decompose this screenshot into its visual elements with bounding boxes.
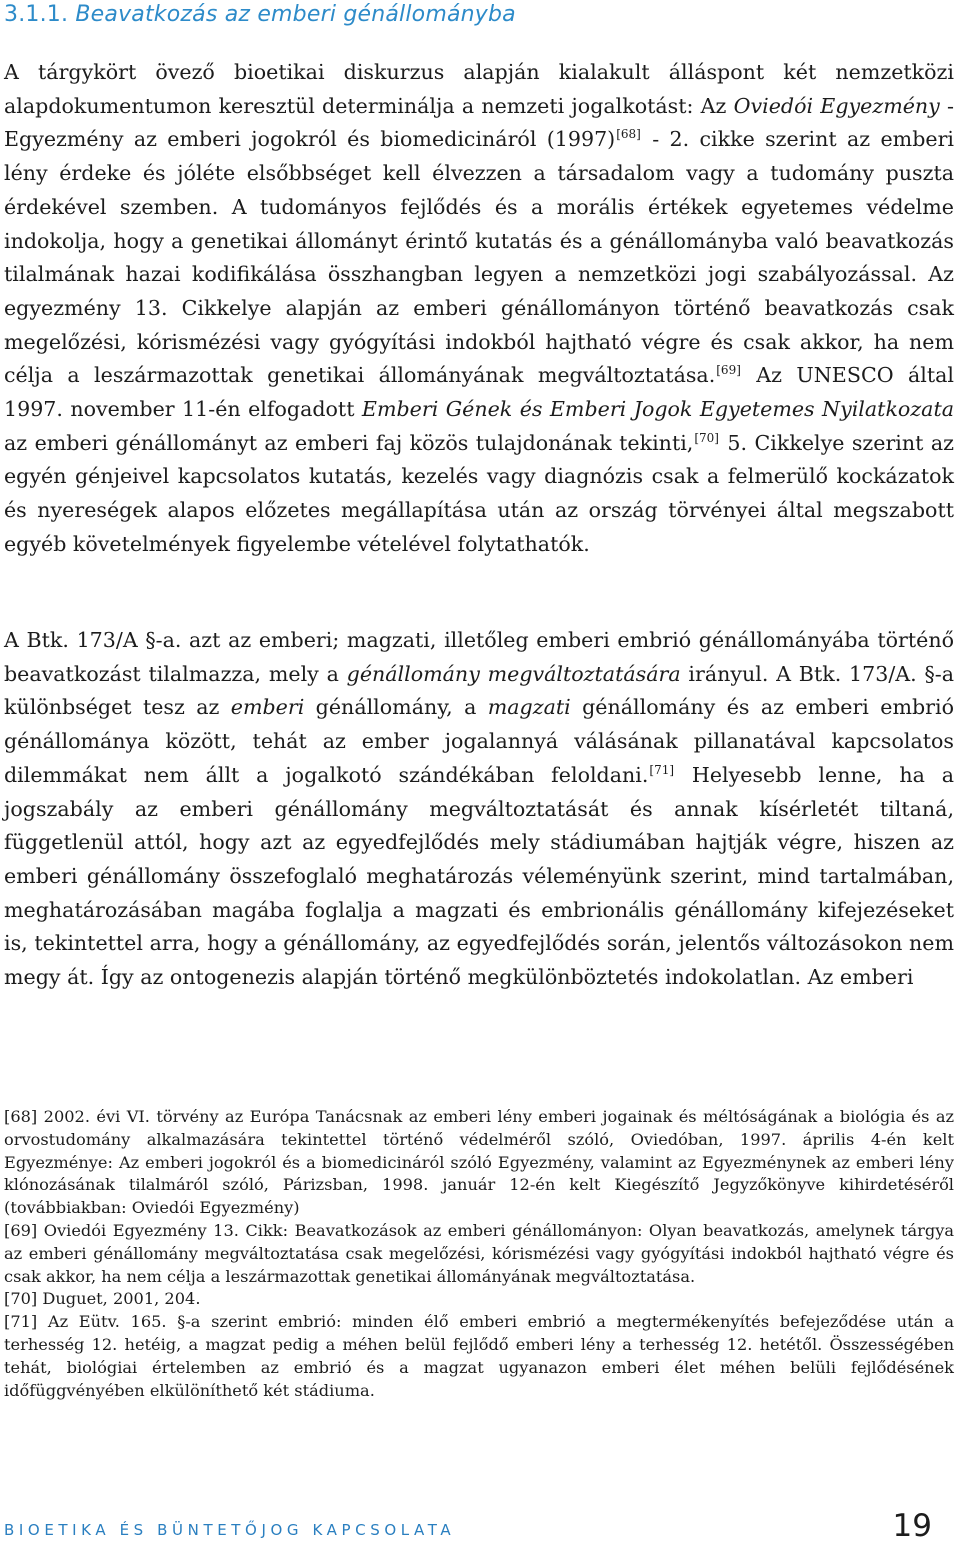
section-number: 3.1.1.	[4, 2, 69, 27]
footnote-69: [69] Oviedói Egyezmény 13. Cikk: Beavatkozások az emberi génállományon: Olyan beavatkozás, amelynek tárgya az emberi génállomány megváltoztatása csak megelőzési, kórismézési vagy gyógyítási indokból hajtható végre és csak akkor, ha nem célja a leszármazottak genetikai állományának megváltoztatása.	[4, 1220, 954, 1286]
section-heading	[4, 2, 516, 27]
footnote-ref-68[interactable]: [68]	[616, 127, 641, 142]
section-title: Beavatkozás az emberi génállományba	[75, 2, 516, 27]
page-number: 19	[892, 1508, 932, 1544]
text-run: az emberi génállományt az emberi faj közös tulajdonának tekinti,	[4, 430, 694, 455]
paragraph-1	[4, 56, 954, 562]
footnote-ref-71[interactable]: [71]	[649, 762, 675, 777]
footnote-70: [70] Duguet, 2001, 204.	[4, 1289, 201, 1309]
italic-run: emberi	[230, 695, 305, 720]
text-run: - 2. cikke szerint az emberi lény érdeke és jóléte elsőbbséget kell élvezzen a társadalom vagy a tudomány puszta érdekével szemben. A tudományos fejlődés és a morális értékek egyetemes védelme indokolja, hogy a genetikai állományt érintő kutatás és a génállományba való beavatkozás tilalmának hazai kodifikálása összhangban legyen a nemzetközi jogi szabályozással. Az egyezmény 13. Cikkelye alapján az emberi génállományon történő beavatkozás csak megelőzési, kórismézési vagy gyógyítási indokból hajtható végre és csak akkor, ha nem célja a leszármazottak genetikai állományának megváltoztatása.	[4, 127, 954, 388]
text-run: A Btk. 173/A §-a. azt az emberi; magzati, illetőleg emberi embrió génállományába történő beavatkozást tilalmazza, mely a	[4, 628, 954, 686]
page-footer	[4, 1508, 954, 1548]
italic-run: Oviedói Egyezmény	[733, 93, 940, 118]
text-run: génállomány, a	[304, 695, 488, 720]
text-run: - Egyezmény az emberi jogokról és biomedicináról (1997)	[4, 93, 954, 152]
italic-run: Emberi Gének és Emberi Jogok Egyetemes Nyilatkozata	[361, 397, 954, 422]
footnote-ref-69[interactable]: [69]	[716, 363, 741, 378]
footnote-71: [71] Az Eütv. 165. §-a szerint embrió: minden élő emberi embrió a megtermékenyítés befejeződése után a terhesség 12. hetéig, a magzat pedig a méhen belül fejlődő emberi lény a terhesség 12. hetétől. Összességében tehát, biológiai értelemben az embrió és a magzat ugyanazon emberi élet méhen belüli fejlődésének időfüggvényében elkülöníthető két stádiuma.	[4, 1312, 954, 1400]
footnotes	[4, 1106, 954, 1402]
footnote-ref-70[interactable]: [70]	[694, 430, 719, 445]
text-run: Helyesebb lenne, ha a jogszabály az emberi génállomány megváltoztatását és annak kísérletét tiltaná, függetlenül attól, hogy azt az egyedfejlődés mely stádiumában hajtják végre, hiszen az emberi génállomány összefoglaló meghatározás véleményünk szerint, mind tartalmában, meghatározásában magába foglalja a magzati és embrionális génállomány kifejezéseket is, tekintettel arra, hogy a génállomány, az egyedfejlődés során, jelentős változásokon nem megy át. Így az ontogenezis alapján történő megkülönböztetés indokolatlan. Az emberi	[4, 762, 954, 990]
italic-run: génállomány megváltoztatására	[346, 661, 681, 686]
footnote-68: [68] 2002. évi VI. törvény az Európa Tanácsnak az emberi lény emberi jogainak és méltóságának a biológia és az orvostudomány alkalmazására tekintettel történő védelméről szóló, Oviedóban, 1997. április 4-én kelt Egyezménye: Az emberi jogokról és a biomedicináról szóló Egyezmény, valamint az Egyezménynek az emberi lény klónozásának tilalmáról szóló, Párizsban, 1998. január 12-én kelt Kiegészítő Jegyzőkönyve kihirdetéséről (továbbiakban: Oviedói Egyezmény)	[4, 1107, 954, 1218]
italic-run: magzati	[487, 695, 571, 720]
running-title: BIOETIKA ÉS BÜNTETŐJOG KAPCSOLATA	[4, 1521, 456, 1539]
text-run: 5. Cikkelye szerint az egyén génjeivel kapcsolatos kutatás, kezelés vagy diagnózis csak a felmerülő kockázatok és nyereségek alapos előzetes megállapítása után az ország törvényei által megszabott egyéb követelmények figyelembe vételével folytathatók.	[4, 430, 954, 556]
paragraph-2	[4, 624, 954, 995]
text-run: génállomány és az emberi embrió génállománya között, tehát az ember jogalannyá válásának pillanatával kapcsolatos dilemmákat nem állt a jogalkotó szándékában feloldani.	[4, 695, 954, 787]
text-run: irányul. A Btk. 173/A. §-a különbséget tesz az	[4, 661, 954, 720]
text-run: A tárgykört övező bioetikai diskurzus alapján kialakult álláspont két nemzetközi alapdokumentumon keresztül determinálja a nemzeti jogalkotást: Az	[4, 60, 954, 118]
text-run: Az UNESCO által 1997. november 11-én elfogadott	[4, 363, 954, 422]
